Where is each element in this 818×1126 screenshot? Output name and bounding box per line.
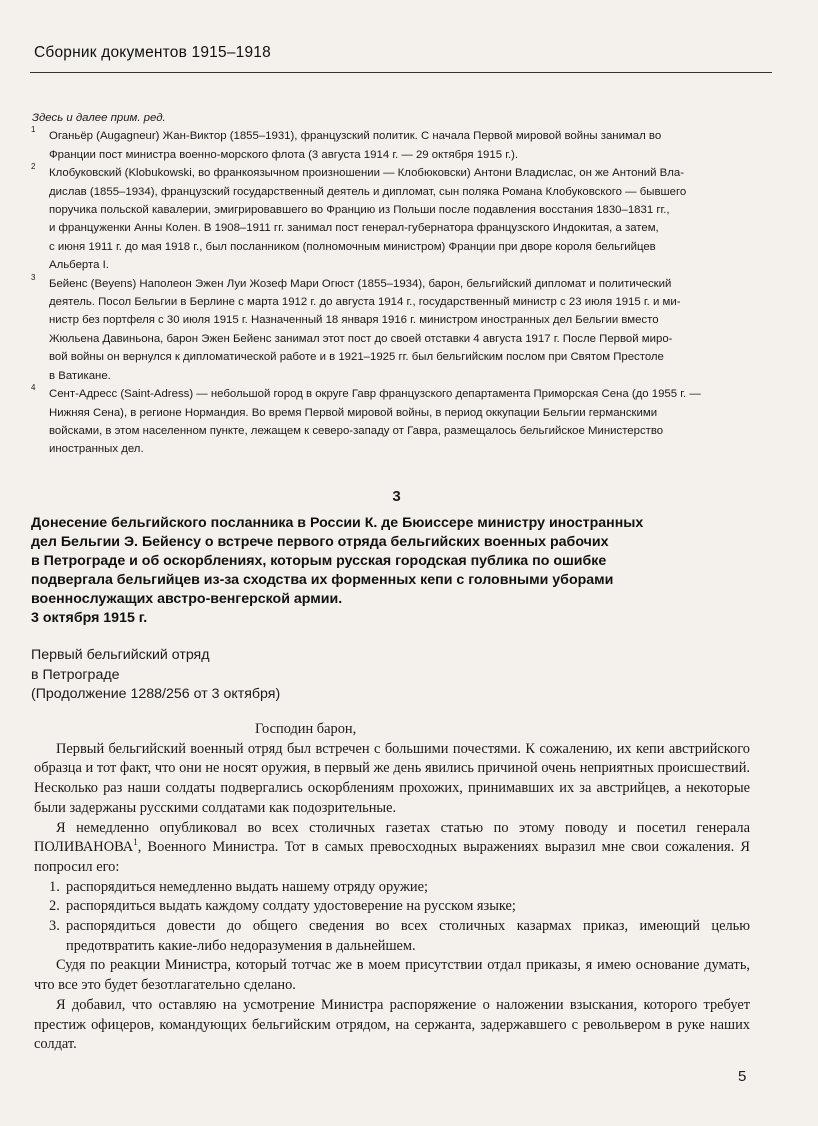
footnote-line: Жюльена Давиньона, барон Эжен Бейенс занимал этот пост до своей отставки 4 августа 1917 г. После Первой миро- — [49, 332, 673, 345]
list-number: 3. — [49, 918, 60, 935]
title-line: Донесение бельгийского посланника в России К. де Бюиссере министру иностранных — [31, 515, 644, 531]
document-title — [31, 514, 781, 628]
title-line: дел Бельгии Э. Бейенсу о встрече первого отряда бельгийских военных рабочих — [31, 534, 609, 550]
footnote-mark: 4 — [31, 383, 36, 393]
paragraph-text: Я немедленно опубликовал во всех столичных газетах статью по этому поводу и посетил генерала ПОЛИВАНОВА — [34, 819, 750, 856]
document-date: 3 октября 1915 г. — [31, 610, 148, 626]
list-text: распорядиться выдать каждому солдату удостоверение на русском языке; — [66, 898, 516, 915]
footnote-line: нистр без портфеля с 30 июля 1915 г. Назначенный 18 января 1916 г. министром иностранных дел Бельгии вместо — [49, 314, 659, 327]
footnote-line: иностранных дел. — [49, 443, 144, 456]
notes-intro: Здесь и далее прим. ред. — [32, 112, 166, 124]
page-number: 5 — [738, 1068, 747, 1085]
title-line: военнослужащих австро-венгерской армии. — [31, 591, 343, 607]
footnote-line: в Ватикане. — [49, 369, 111, 382]
footnote-line: деятель. Посол Бельгии в Берлине с марта 1912 г. до августа 1914 г., государственный министр с 23 июля 1915 г. и ми- — [49, 296, 681, 309]
footnote-line: войсками, в этом населенном пункте, лежащем к северо-западу от Гавра, размещалось бельгийское Министерство — [49, 424, 664, 437]
footnote-mark: 1 — [31, 125, 36, 135]
footnote-line: Оганьёр (Augagneur) Жан-Виктор (1855–1931), французский политик. С начала Первой мировой войны занимал во — [49, 130, 662, 143]
footnote-line: вой войны он вернулся к дипломатической работе и в 1921–1925 гг. был бельгийским послом при Святом Престоле — [49, 351, 664, 364]
list-item — [34, 897, 750, 917]
document-number: 3 — [392, 488, 401, 505]
footnote-mark: 3 — [31, 272, 36, 282]
footnote-line: Клобуковский (Klobukowski, во франкоязычном произношении — Клобюковски) Антони Владислас, он же Антоний Вла- — [49, 167, 685, 180]
list-item — [34, 917, 750, 956]
footnote-line: Альберта I. — [49, 259, 109, 272]
title-line: в Петрограде и об оскорблениях, которым русская городская публика по ошибке — [31, 553, 607, 569]
header-line: (Продолжение 1288/256 от 3 октября) — [31, 686, 281, 702]
footnotes-section — [30, 109, 778, 459]
footnote-line: поручика польской кавалерии, эмигрировавшего во Францию из Польши после подавления восстания 1830–1831 гг., — [49, 204, 670, 217]
footnote-line: и француженки Анны Колен. В 1908–1911 гг. занимал пост генерал-губернатора французского Индокитая, а затем, — [49, 222, 659, 235]
paragraph: Я добавил, что оставляю на усмотрение Министра распоряжение о наложении взыскания, которого требует престиж офицеров, командующих бельгийским отрядом, на сержанта, задержавшего с револьвером в руке наших солдат. — [34, 996, 750, 1053]
footnote-mark: 2 — [31, 162, 36, 172]
list-text: распорядиться немедленно выдать нашему отряду оружие; — [66, 878, 428, 895]
footnote-line: Бейенс (Beyens) Наполеон Эжен Луи Жозеф Мари Огюст (1855–1934), барон, бельгийский дипломат и политический — [49, 277, 672, 290]
footnote-1 — [30, 127, 778, 164]
footnote-line: дислав (1855–1934), французский государственный деятель и дипломат, сын поляка Романа Клобуковского — бывшего — [49, 185, 687, 198]
paragraph-text: , Военного Министра. Тот в самых превосходных выражениях выразил мне свои сожаления. Я попросил его: — [34, 839, 750, 875]
footnote-2 — [30, 164, 778, 274]
paragraph — [34, 819, 750, 878]
salutation: Господин барон, — [255, 721, 357, 737]
footnote-line: с июня 1911 г. до мая 1918 г., был посланником (полномочным министром) Франции при дворе короля бельгийцев — [49, 240, 656, 253]
header-line: в Петрограде — [31, 666, 120, 683]
list-number: 2. — [49, 898, 60, 915]
running-head: Сборник документов 1915–1918 — [34, 44, 271, 61]
list-text: распорядиться довести до общего сведения во всех столичных казармах приказ, имеющий целью предотвратить какие-либо недоразумения в дальнейшем. — [66, 918, 750, 954]
header-rule — [30, 72, 772, 73]
paragraph: Судя по реакции Министра, который тотчас же в моем присутствии отдал приказы, я имею основание думать, что все это будет безотлагательно сделано. — [34, 957, 750, 994]
telegram-header — [31, 646, 280, 705]
paragraph: Первый бельгийский военный отряд был встречен с большими почестями. К сожалению, их кепи австрийского образца и тот факт, что они не носят оружия, в первый же день явились причиной очень неприятных происшествий. Несколько раз наши солдаты подвергались оскорблениям прохожих, принимавших их за австрийцев, а некоторые были задержаны русскими солдатами как подозрительные. — [34, 740, 750, 816]
letter-body — [34, 720, 750, 1055]
list-number: 1. — [49, 878, 60, 895]
footnote-line: Сент-Адресс (Saint-Adress) — небольшой город в округе Гавр французского департамента Приморская Сена (до 1955 г. — — [49, 388, 701, 401]
footnote-3 — [30, 272, 778, 385]
title-line: подвергала бельгийцев из-за сходства их форменных кепи с головными уборами — [31, 572, 614, 588]
footnote-line: Нижняя Сена), в регионе Нормандия. Во время Первой мировой войны, в период оккупации Бельгии германскими — [49, 406, 658, 419]
note-reference: 1 — [133, 837, 138, 848]
header-line: Первый бельгийский отряд — [31, 647, 210, 663]
footnote-line: Франции пост министра военно-морского флота (3 августа 1914 г. — 29 октября 1915 г.). — [49, 148, 519, 161]
list-item — [34, 878, 750, 898]
footnote-4 — [30, 385, 778, 459]
